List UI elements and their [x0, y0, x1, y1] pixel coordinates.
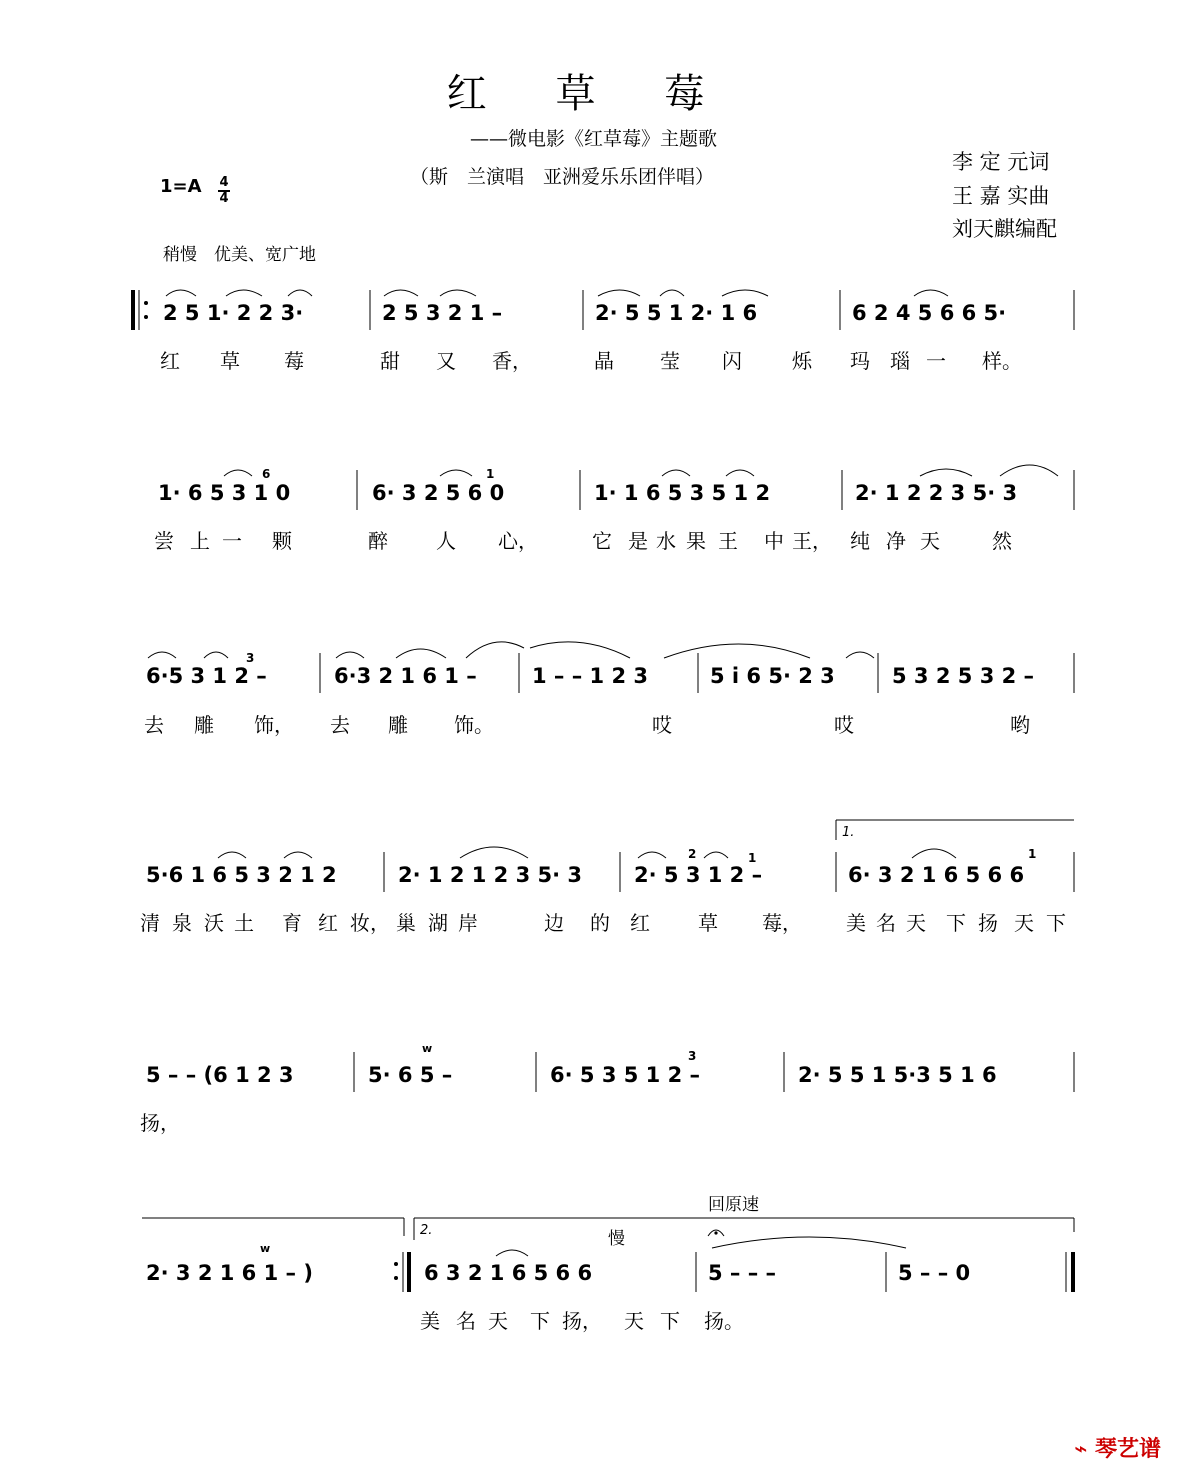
slur	[726, 470, 754, 476]
volta-label: 1.	[842, 825, 855, 840]
time-signature-top: 4	[219, 175, 229, 190]
lyric: 边	[544, 911, 564, 935]
lyric: 心，	[498, 529, 538, 553]
measure-5: 1· 6 5 3 1 0	[158, 481, 291, 505]
lyric: 红	[160, 349, 180, 373]
lyrics-row-5	[140, 1111, 180, 1135]
score-row-1	[133, 290, 1074, 330]
lyric: 又	[436, 349, 456, 373]
lyric: 下	[1046, 911, 1066, 935]
slur	[384, 290, 418, 296]
slur	[288, 290, 312, 296]
lyric: 扬，	[140, 1111, 180, 1135]
slur	[166, 290, 196, 296]
measure-4: 6 2 4 5 6 6 5·	[852, 301, 1007, 325]
lyric: 清	[140, 911, 160, 935]
lyric: 瑙	[890, 349, 910, 373]
slur	[914, 290, 948, 296]
lyric: 颗	[272, 529, 292, 553]
score-row-5	[146, 1042, 1074, 1092]
tempo-marking: 稍慢 优美、宽广地	[163, 245, 316, 265]
slur	[530, 642, 630, 658]
lyric: 天	[1014, 911, 1034, 935]
lyric: 人	[436, 529, 456, 553]
measure-25: 5 – – 0	[898, 1261, 971, 1285]
lyric: 湖	[428, 911, 448, 935]
measure-17: 6· 3 2 1 6 5 6 6	[848, 863, 1025, 887]
lyric: 哟	[1010, 713, 1030, 737]
repeat-dot	[144, 301, 148, 305]
slur	[920, 469, 972, 476]
lyric: 饰，	[254, 713, 294, 737]
lyric: 红	[318, 911, 338, 935]
slur	[460, 847, 528, 858]
measure-10: 6·3 2 1 6 1 –	[334, 664, 477, 688]
lyric: 纯	[850, 529, 870, 553]
lyric: 美	[420, 1309, 440, 1333]
lyric: 莓	[284, 349, 304, 373]
lyric: 下	[530, 1309, 550, 1333]
slur	[148, 652, 176, 658]
lyric: 哎	[834, 713, 854, 737]
grace-note: 1	[486, 467, 495, 481]
lyrics-row-4	[140, 911, 1066, 935]
slur	[440, 470, 472, 476]
a-tempo-mark: 回原速	[708, 1195, 759, 1215]
lyric: 草	[698, 911, 718, 935]
slur	[846, 652, 874, 658]
fermata-dot	[714, 1231, 717, 1234]
lyric: 下	[660, 1309, 680, 1333]
measure-20: 6· 5 3 5 1 2 –	[550, 1063, 701, 1087]
lyric: 然	[992, 529, 1012, 553]
repeat-dot	[394, 1276, 398, 1280]
slur	[224, 470, 252, 476]
lyric: 饰。	[454, 713, 494, 737]
lyric: 一	[222, 529, 242, 553]
grace-note: 6	[262, 467, 271, 481]
measure-9: 6·5 3 1 2 –	[146, 664, 267, 688]
lyric: 样。	[982, 349, 1022, 373]
lyric: 去	[144, 713, 164, 737]
arranger-credit: 刘天麒编配	[952, 217, 1057, 241]
lyric: 闪	[722, 349, 742, 373]
slur	[204, 652, 228, 658]
lyric: 中	[764, 529, 784, 553]
lyric: 果	[686, 529, 706, 553]
lyrics-row-2	[154, 529, 1013, 553]
lyrics-row-3	[144, 713, 1030, 737]
lyrics-row-1	[160, 349, 1022, 373]
measure-16: 2· 5 3 1 2 –	[634, 863, 763, 887]
lyric: 天	[906, 911, 926, 935]
lyric: 天	[624, 1309, 644, 1333]
lyric: 甜	[380, 349, 400, 373]
measure-12: 5 i 6 5· 2 3	[710, 664, 835, 688]
slur	[722, 290, 768, 296]
measure-1: 2 5 1· 2 2 3·	[163, 301, 304, 325]
lyric: 雕	[194, 713, 214, 737]
slur	[218, 852, 246, 858]
lyric: 扬	[978, 911, 998, 935]
lyric: 莓，	[762, 911, 802, 935]
slur	[664, 644, 810, 658]
lyric: 泉	[172, 911, 192, 935]
lyric: 水	[656, 529, 676, 553]
slow-mark: 慢	[608, 1229, 625, 1249]
lyric: 是	[628, 529, 648, 553]
volta-label: 2.	[420, 1223, 433, 1238]
grace-note: 3	[246, 651, 255, 665]
lyric: 香，	[492, 349, 532, 373]
tie	[712, 1237, 906, 1248]
lyric: 美	[846, 911, 866, 935]
lyric: 扬。	[704, 1309, 744, 1333]
lyric: 下	[946, 911, 966, 935]
slur	[496, 1250, 528, 1256]
lyric: 天	[488, 1309, 508, 1333]
slur	[466, 642, 524, 658]
lyric: 岸	[458, 911, 478, 935]
measure-22: 2· 3 2 1 6 1 – )	[146, 1261, 313, 1285]
measure-15: 2· 1 2 1 2 3 5· 3	[398, 863, 583, 887]
lyric: 的	[590, 911, 610, 935]
watermark-text: 琴艺谱	[1094, 1437, 1161, 1462]
composer-credit: 王 嘉 实曲	[952, 184, 1050, 208]
score-row-3	[146, 642, 1074, 693]
measure-19: 5· 6 5 –	[368, 1063, 453, 1087]
slur	[662, 470, 690, 476]
lyric: 名	[876, 911, 896, 935]
lyric: 尝	[154, 529, 174, 553]
lyric: 王	[718, 529, 738, 553]
slur	[598, 290, 640, 296]
lyric: 扬，	[562, 1309, 602, 1333]
slur	[660, 290, 684, 296]
grace-note: 1	[748, 851, 757, 865]
measure-18: 5 – – (6 1 2 3	[146, 1063, 294, 1087]
lyric: 晶	[594, 349, 614, 373]
lyric: 烁	[792, 349, 812, 373]
measure-13: 5 3 2 5 3 2 –	[892, 664, 1035, 688]
lyric: 育	[282, 911, 302, 935]
lyric: 妆，	[350, 911, 390, 935]
slur	[226, 290, 262, 296]
measure-6: 6· 3 2 5 6 0	[372, 481, 505, 505]
lyric: 一	[926, 349, 946, 373]
lyric: 名	[456, 1309, 476, 1333]
measure-7: 1· 1 6 5 3 5 1 2	[594, 481, 771, 505]
score-row-4	[146, 820, 1074, 892]
grace-note: 3	[688, 1049, 697, 1063]
lyric: 莹	[660, 349, 680, 373]
lyric: 土	[234, 911, 254, 935]
slur	[638, 852, 666, 858]
time-signature-bottom: 4	[219, 191, 229, 206]
lyric: 雕	[388, 713, 408, 737]
performers: （斯 兰演唱 亚洲爱乐乐团伴唱）	[410, 166, 715, 188]
slur	[396, 649, 446, 658]
lyric: 哎	[652, 713, 672, 737]
lyric: 沃	[204, 911, 224, 935]
measure-23: 6 3 2 1 6 5 6 6	[424, 1261, 593, 1285]
score-row-6	[142, 1195, 1074, 1292]
lyrics-row-6	[420, 1309, 744, 1333]
slur	[912, 849, 956, 858]
measure-21: 2· 5 5 1 5·3 5 1 6	[798, 1063, 997, 1087]
measure-14: 5·6 1 6 5 3 2 1 2	[146, 863, 337, 887]
measure-11: 1 – – 1 2 3	[532, 664, 649, 688]
repeat-dot	[144, 315, 148, 319]
lyric: 巢	[396, 911, 416, 935]
watermark-logo	[1074, 1432, 1161, 1463]
repeat-dot	[394, 1262, 398, 1266]
song-title: 红 草 莓	[446, 71, 733, 117]
logo-icon: ⌁	[1074, 1437, 1095, 1462]
slur	[336, 652, 364, 658]
key-signature: 1=A	[160, 176, 202, 197]
lyric: 玛	[850, 349, 870, 373]
measure-8: 2· 1 2 2 3 5· 3	[855, 481, 1018, 505]
lyric: 天	[920, 529, 940, 553]
lyric: 醉	[368, 529, 388, 553]
slur	[440, 290, 476, 296]
lyric: 上	[190, 529, 210, 553]
mordent-icon: ᴡ	[422, 1042, 433, 1055]
score-row-2	[158, 465, 1074, 510]
lyric: 它	[592, 529, 612, 553]
measure-24: 5 – – –	[708, 1261, 777, 1285]
slur	[1000, 465, 1058, 476]
lyric: 王，	[792, 529, 832, 553]
measure-2: 2 5 3 2 1 –	[382, 301, 503, 325]
lyric: 去	[330, 713, 350, 737]
slur	[284, 852, 312, 858]
lyric: 草	[220, 349, 240, 373]
lyric: 红	[630, 911, 650, 935]
grace-note: 1	[1028, 847, 1037, 861]
lyricist-credit: 李 定 元词	[952, 150, 1050, 174]
mordent-icon: ᴡ	[260, 1242, 271, 1255]
grace-note: 2	[688, 847, 697, 861]
measure-3: 2· 5 5 1 2· 1 6	[595, 301, 758, 325]
slur	[704, 852, 728, 858]
song-subtitle: ——微电影《红草莓》主题歌	[470, 128, 718, 150]
lyric: 净	[886, 529, 906, 553]
